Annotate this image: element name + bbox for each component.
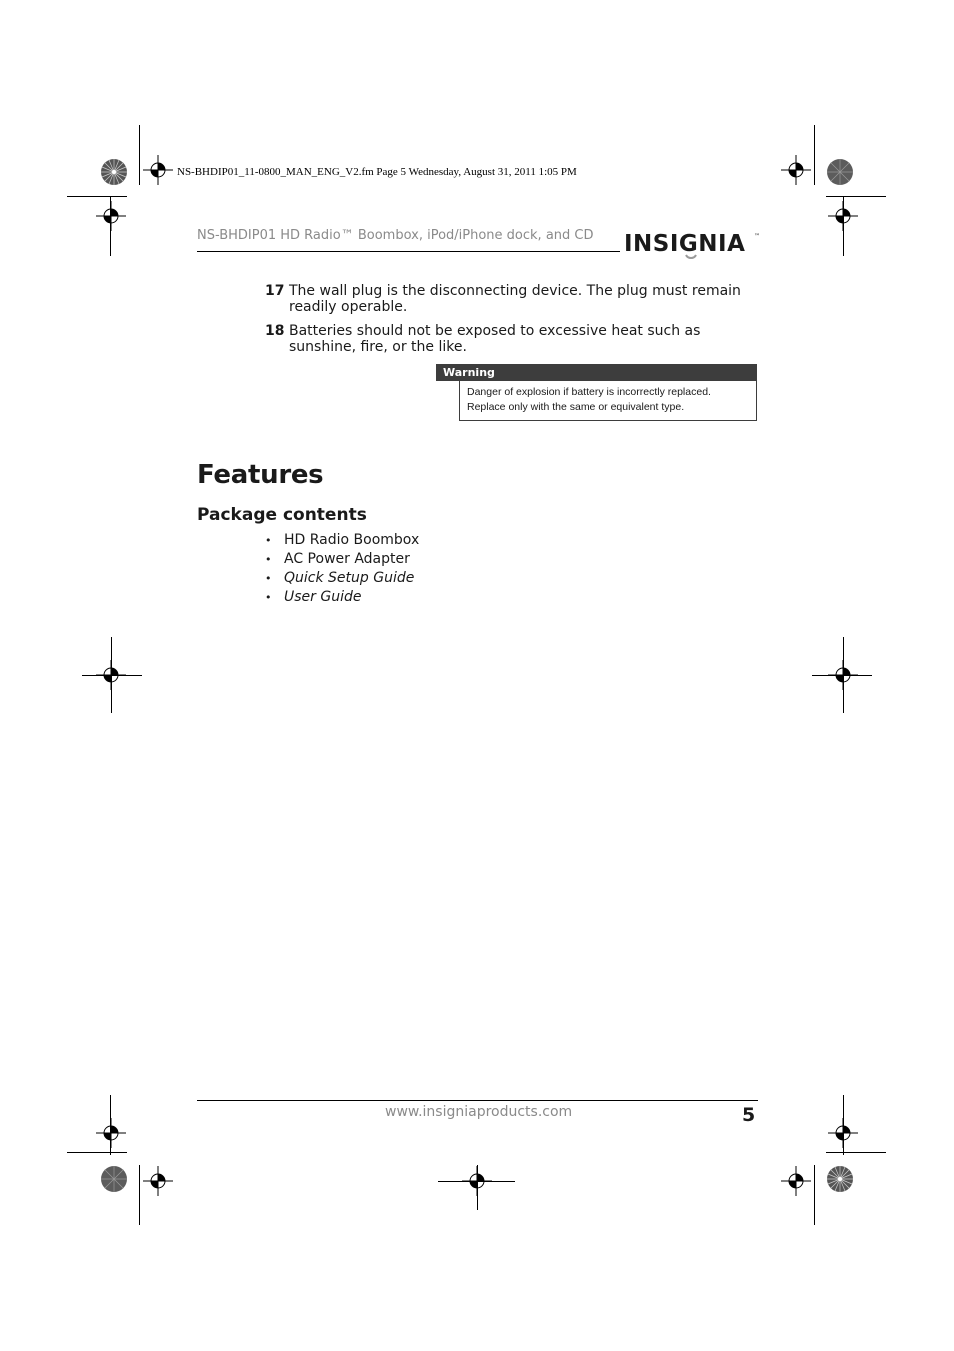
- list-item-label: AC Power Adapter: [284, 551, 410, 567]
- list-item: [264, 588, 419, 607]
- item-text: Batteries should not be exposed to excessive heat such as sunshine, fire, or the like.: [289, 323, 701, 355]
- item-number: 18: [265, 323, 285, 339]
- registration-target-icon: [462, 1166, 492, 1196]
- page-number: 5: [742, 1104, 756, 1126]
- registration-target-icon: [781, 1166, 811, 1196]
- bullet: •: [265, 534, 272, 547]
- footer-rule: [197, 1100, 758, 1101]
- star-target-icon: [100, 1165, 128, 1193]
- warning-text: Danger of explosion if battery is incorrectly replaced. Replace only with the same or equivalent type.: [459, 381, 757, 421]
- crop-mark: [67, 196, 127, 197]
- bullet: •: [265, 553, 272, 566]
- crop-mark: [139, 125, 140, 185]
- registration-target-icon: [781, 155, 811, 185]
- warning-title: Warning: [436, 364, 757, 381]
- list-item-label: User Guide: [284, 589, 362, 605]
- list-item: [264, 550, 419, 569]
- star-target-icon: [826, 158, 854, 186]
- list-item: [264, 569, 419, 588]
- print-slug-line: NS-BHDIP01_11-0800_MAN_ENG_V2.fm Page 5 Wednesday, August 31, 2011 1:05 PM: [177, 166, 577, 178]
- star-target-icon: [826, 1165, 854, 1193]
- registration-target-icon: [96, 201, 126, 231]
- list-item: [264, 531, 419, 550]
- registration-target-icon: [96, 1118, 126, 1148]
- section-title: Features: [197, 460, 324, 490]
- bullet: •: [265, 572, 272, 585]
- list-item-label: HD Radio Boombox: [284, 532, 420, 548]
- subsection-title: Package contents: [197, 505, 367, 525]
- crop-mark: [826, 196, 886, 197]
- bullet: •: [265, 591, 272, 604]
- item-text: The wall plug is the disconnecting device. The plug must remain readily operable.: [289, 283, 741, 315]
- header-rule: [197, 251, 620, 252]
- safety-item: [265, 323, 755, 357]
- crop-mark: [826, 1152, 886, 1153]
- registration-target-icon: [828, 201, 858, 231]
- insignia-logo: [624, 222, 762, 262]
- list-item-label: Quick Setup Guide: [284, 570, 415, 586]
- item-number: 17: [265, 283, 285, 299]
- brand-trademark: ™: [754, 233, 760, 240]
- running-header: NS-BHDIP01 HD Radio™ Boombox, iPod/iPhone dock, and CD: [197, 228, 594, 243]
- registration-target-icon: [828, 1118, 858, 1148]
- crop-mark: [814, 1165, 815, 1225]
- package-contents-list: [264, 531, 419, 607]
- registration-target-icon: [143, 1166, 173, 1196]
- crop-mark: [139, 1165, 140, 1225]
- star-target-icon: [100, 158, 128, 186]
- registration-target-icon: [96, 660, 126, 690]
- crop-mark: [814, 125, 815, 185]
- brand-wordmark: INSIGNIA: [624, 231, 746, 257]
- registration-target-icon: [143, 155, 173, 185]
- footer-url: www.insigniaproducts.com: [385, 1104, 573, 1120]
- registration-target-icon: [828, 660, 858, 690]
- safety-item: [265, 283, 755, 317]
- crop-mark: [67, 1152, 127, 1153]
